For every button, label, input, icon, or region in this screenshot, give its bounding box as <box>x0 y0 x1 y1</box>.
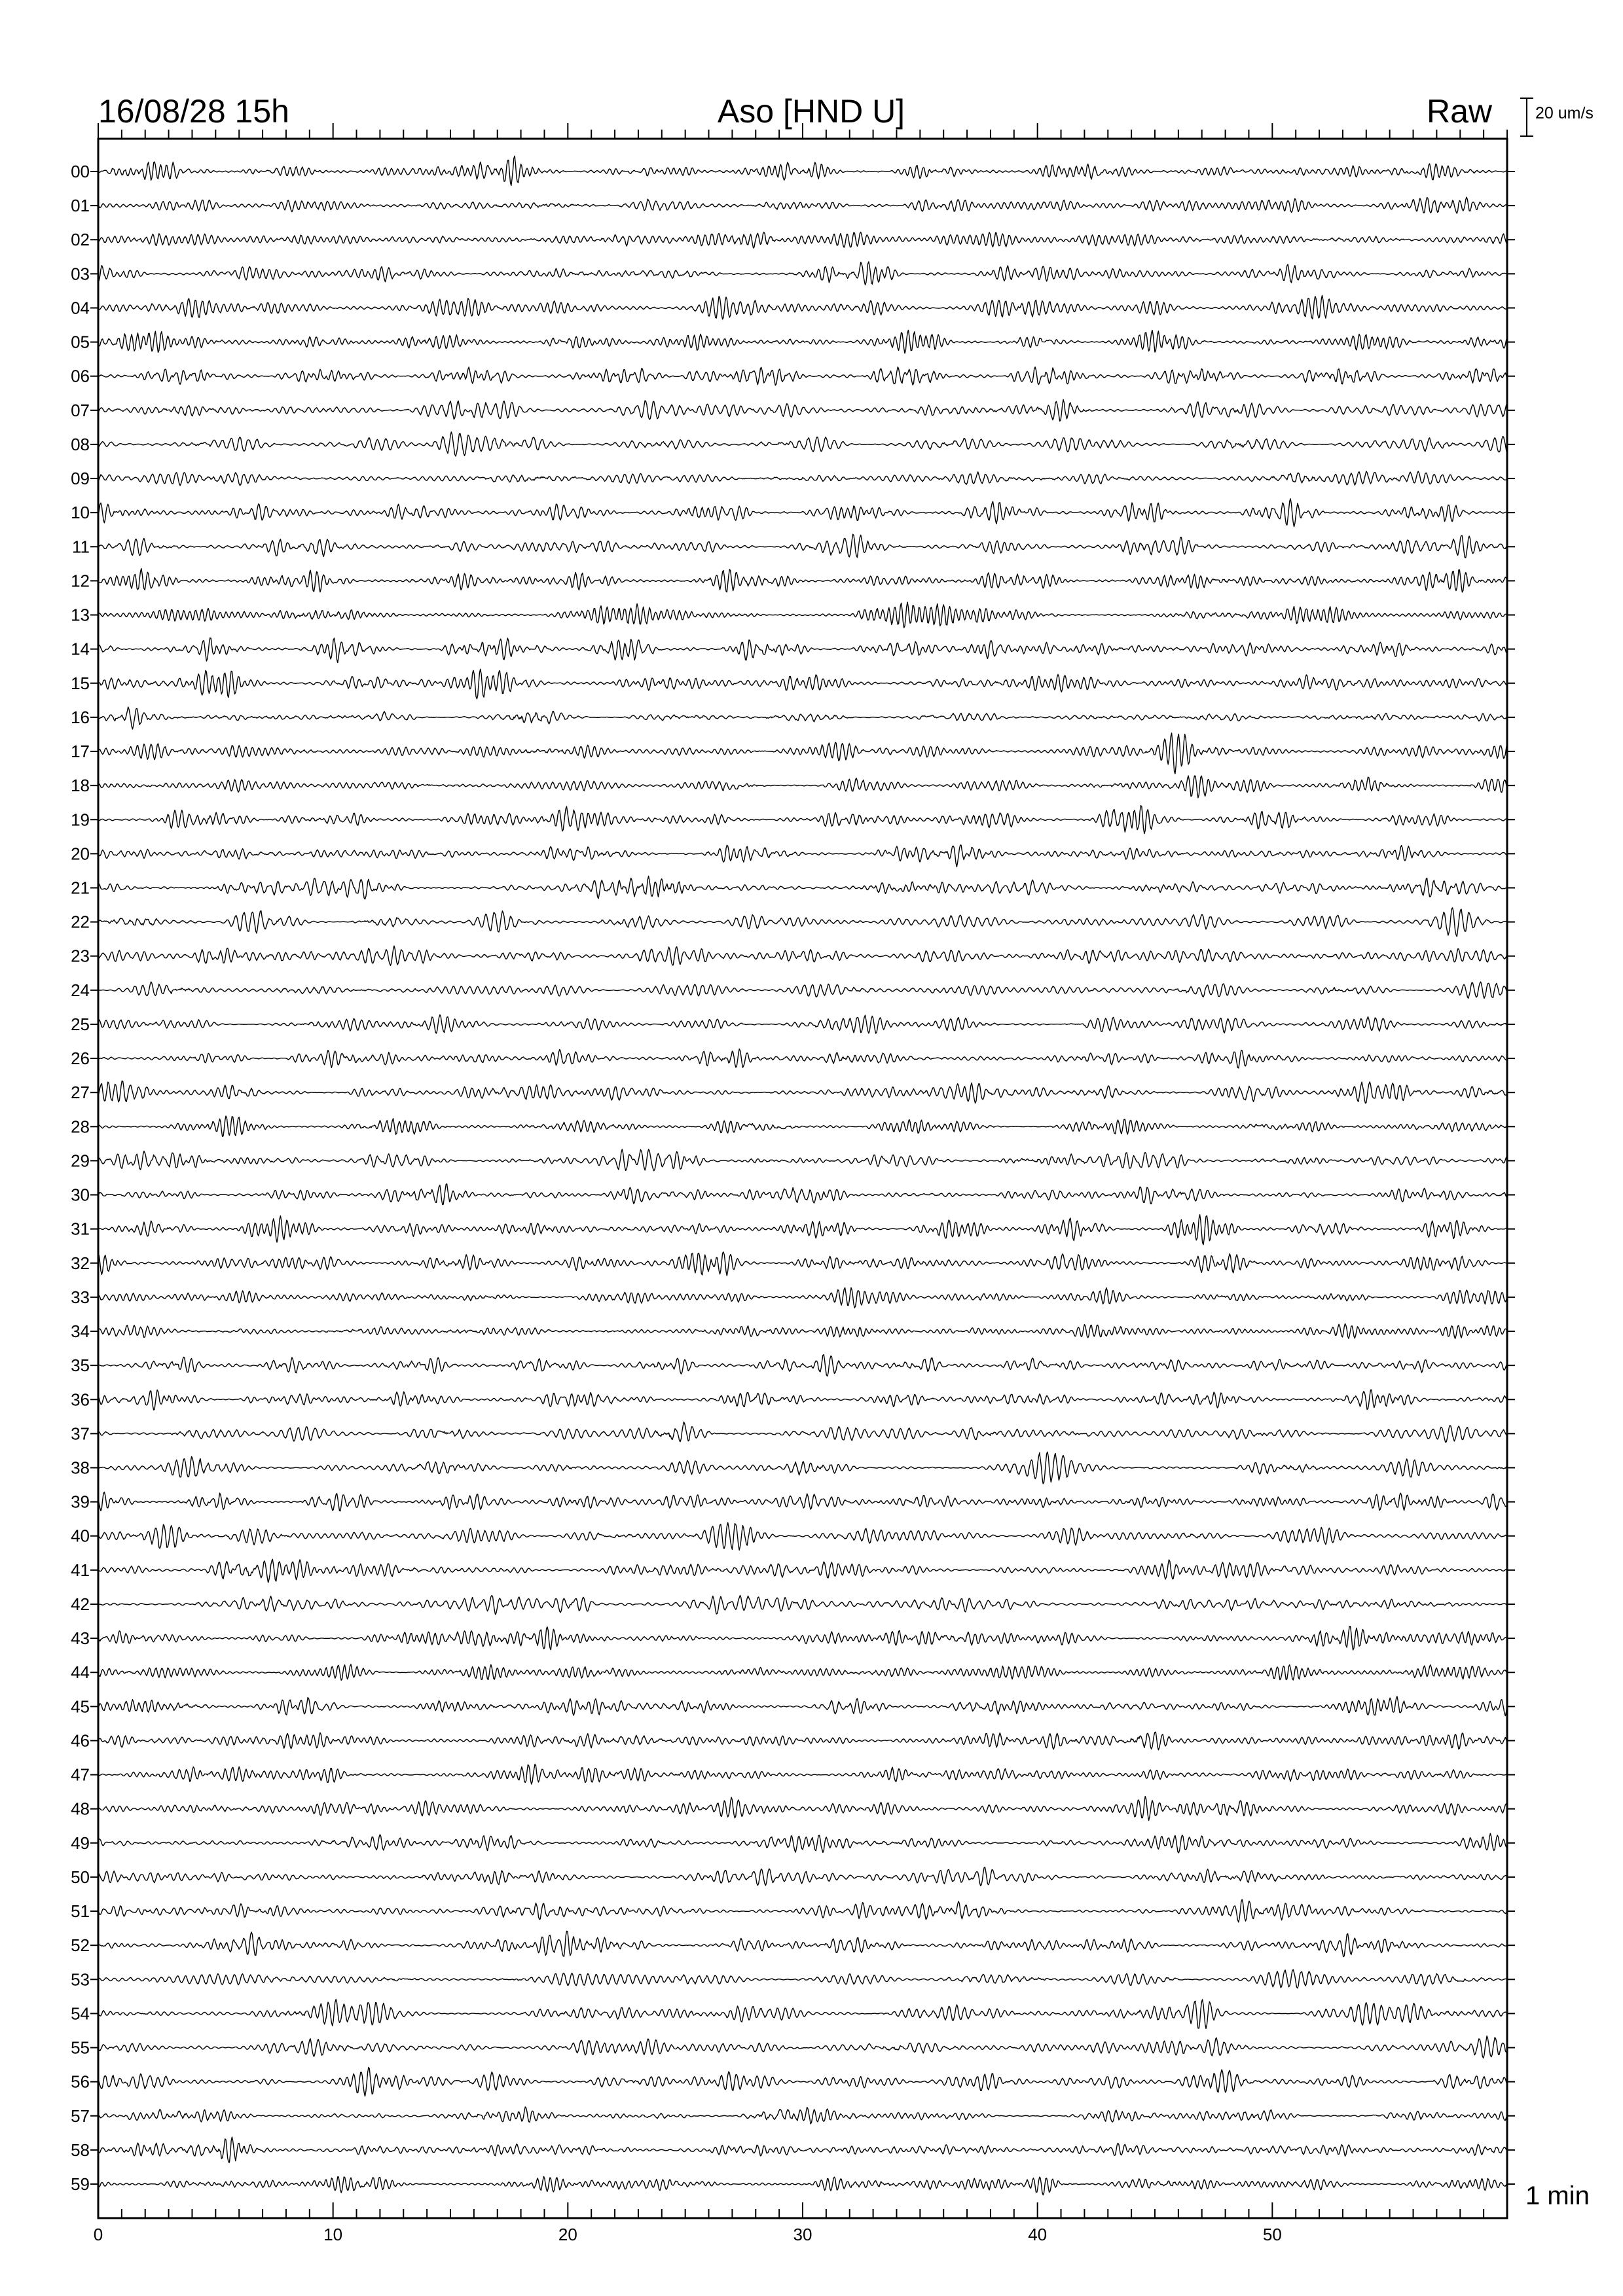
trace-row-39 <box>98 1492 1507 1511</box>
row-label: 44 <box>71 1662 90 1683</box>
row-labels <box>71 162 90 2194</box>
row-label: 49 <box>71 1833 90 1853</box>
row-label: 33 <box>71 1287 90 1307</box>
row-label: 21 <box>71 878 90 898</box>
seismic-traces <box>98 156 1507 2195</box>
row-label: 18 <box>71 776 90 796</box>
row-label: 35 <box>71 1355 90 1376</box>
trace-row-10 <box>98 499 1507 527</box>
row-label: 40 <box>71 1526 90 1546</box>
trace-row-52 <box>98 1931 1507 1956</box>
trace-row-53 <box>98 1969 1507 1988</box>
row-label: 20 <box>71 844 90 864</box>
row-label: 57 <box>71 2106 90 2126</box>
row-label: 24 <box>71 980 90 1000</box>
row-label: 53 <box>71 1969 90 1990</box>
row-label: 19 <box>71 810 90 830</box>
trace-row-37 <box>98 1422 1507 1443</box>
row-label: 08 <box>71 434 90 454</box>
trace-row-59 <box>98 2177 1507 2195</box>
trace-row-21 <box>98 876 1507 899</box>
trace-row-22 <box>98 908 1507 937</box>
row-label: 04 <box>71 298 90 318</box>
row-label: 36 <box>71 1390 90 1410</box>
trace-row-13 <box>98 602 1507 628</box>
row-label: 48 <box>71 1799 90 1819</box>
amplitude-scale-label: 20 um/s <box>1535 104 1594 122</box>
trace-row-50 <box>98 1867 1507 1886</box>
row-label: 22 <box>71 912 90 932</box>
trace-row-07 <box>98 399 1507 421</box>
trace-row-06 <box>98 367 1507 386</box>
row-label: 30 <box>71 1185 90 1205</box>
x-axis-tick-labels <box>94 2225 1282 2244</box>
row-label: 56 <box>71 2072 90 2092</box>
trace-row-56 <box>98 2068 1507 2096</box>
bottom-axis-ticks <box>98 2202 1507 2218</box>
row-label: 34 <box>71 1321 90 1342</box>
trace-row-51 <box>98 1899 1507 1922</box>
row-label: 13 <box>71 605 90 625</box>
trace-row-29 <box>98 1149 1507 1171</box>
row-label: 52 <box>71 1935 90 1956</box>
row-label: 12 <box>71 571 90 591</box>
station-title: Aso [HND U] <box>717 93 905 130</box>
trace-row-58 <box>98 2137 1507 2162</box>
top-axis-ticks <box>98 123 1507 139</box>
trace-row-15 <box>98 669 1507 699</box>
row-label: 37 <box>71 1424 90 1444</box>
trace-row-11 <box>98 534 1507 558</box>
trace-row-08 <box>98 432 1507 456</box>
trace-row-27 <box>98 1081 1507 1103</box>
trace-row-02 <box>98 232 1507 248</box>
trace-row-42 <box>98 1596 1507 1615</box>
row-label: 01 <box>71 196 90 216</box>
row-label: 15 <box>71 673 90 693</box>
trace-row-54 <box>98 2000 1507 2029</box>
row-label: 26 <box>71 1049 90 1069</box>
trace-row-57 <box>98 2107 1507 2124</box>
row-label: 58 <box>71 2140 90 2160</box>
x-tick-label: 10 <box>323 2225 343 2244</box>
trace-row-23 <box>98 946 1507 965</box>
row-label: 42 <box>71 1594 90 1614</box>
x-axis-unit-label: 1 min <box>1525 2181 1590 2210</box>
trace-row-14 <box>98 638 1507 663</box>
x-tick-label: 50 <box>1262 2225 1282 2244</box>
trace-row-28 <box>98 1116 1507 1136</box>
row-label: 25 <box>71 1014 90 1034</box>
trace-row-31 <box>98 1215 1507 1245</box>
trace-row-48 <box>98 1797 1507 1821</box>
row-label: 45 <box>71 1696 90 1717</box>
row-label: 28 <box>71 1117 90 1137</box>
x-tick-label: 20 <box>558 2225 577 2244</box>
row-label: 59 <box>71 2174 90 2194</box>
trace-row-30 <box>98 1184 1507 1205</box>
trace-row-24 <box>98 982 1507 998</box>
row-label: 03 <box>71 264 90 284</box>
trace-row-18 <box>98 776 1507 798</box>
trace-row-25 <box>98 1014 1507 1033</box>
trace-row-12 <box>98 569 1507 592</box>
row-label: 02 <box>71 230 90 250</box>
row-label: 06 <box>71 366 90 386</box>
trace-row-55 <box>98 2036 1507 2058</box>
trace-row-43 <box>98 1626 1507 1650</box>
trace-row-01 <box>98 197 1507 213</box>
trace-row-32 <box>98 1252 1507 1276</box>
x-tick-label: 40 <box>1028 2225 1048 2244</box>
trace-row-49 <box>98 1833 1507 1853</box>
row-label: 50 <box>71 1867 90 1887</box>
x-tick-label: 0 <box>93 2225 103 2244</box>
row-label: 11 <box>72 537 90 557</box>
plot-frame <box>98 139 1507 2218</box>
row-label: 16 <box>71 707 90 727</box>
trace-row-47 <box>98 1764 1507 1784</box>
row-label: 55 <box>71 2037 90 2058</box>
trace-row-05 <box>98 330 1507 353</box>
trace-row-26 <box>98 1049 1507 1068</box>
trace-row-41 <box>98 1559 1507 1583</box>
trace-row-17 <box>98 733 1507 774</box>
trace-row-03 <box>98 262 1507 285</box>
trace-row-34 <box>98 1324 1507 1339</box>
row-label: 54 <box>71 2003 90 2024</box>
trace-row-04 <box>98 295 1507 319</box>
row-label: 43 <box>71 1628 90 1649</box>
row-label: 14 <box>71 639 90 659</box>
row-label: 29 <box>71 1151 90 1171</box>
row-label: 07 <box>71 400 90 420</box>
trace-row-44 <box>98 1664 1507 1680</box>
row-label: 51 <box>71 1901 90 1922</box>
trace-row-20 <box>98 845 1507 867</box>
row-label: 10 <box>71 503 90 523</box>
x-tick-label: 30 <box>793 2225 812 2244</box>
row-label: 47 <box>71 1765 90 1785</box>
row-label: 05 <box>71 332 90 352</box>
amplitude-scale-bar <box>1520 98 1533 136</box>
trace-row-16 <box>98 707 1507 729</box>
row-label: 46 <box>71 1731 90 1751</box>
row-label: 27 <box>71 1083 90 1103</box>
trace-row-19 <box>98 806 1507 834</box>
row-label: 17 <box>71 742 90 762</box>
trace-row-33 <box>98 1287 1507 1308</box>
row-label: 23 <box>71 946 90 966</box>
recording-datetime: 16/08/28 15h <box>98 93 289 130</box>
trace-row-35 <box>98 1355 1507 1376</box>
row-label: 31 <box>71 1219 90 1239</box>
trace-row-09 <box>98 471 1507 486</box>
trace-row-00 <box>98 156 1507 185</box>
trace-row-40 <box>98 1522 1507 1550</box>
trace-row-36 <box>98 1390 1507 1410</box>
row-label: 00 <box>71 162 90 181</box>
row-label: 32 <box>71 1253 90 1273</box>
row-label: 38 <box>71 1458 90 1478</box>
filter-mode-label: Raw <box>1426 93 1492 130</box>
row-label: 41 <box>71 1560 90 1580</box>
trace-row-38 <box>98 1452 1507 1484</box>
trace-row-45 <box>98 1696 1507 1716</box>
trace-row-46 <box>98 1732 1507 1749</box>
row-label: 39 <box>71 1492 90 1512</box>
row-label: 09 <box>71 469 90 489</box>
